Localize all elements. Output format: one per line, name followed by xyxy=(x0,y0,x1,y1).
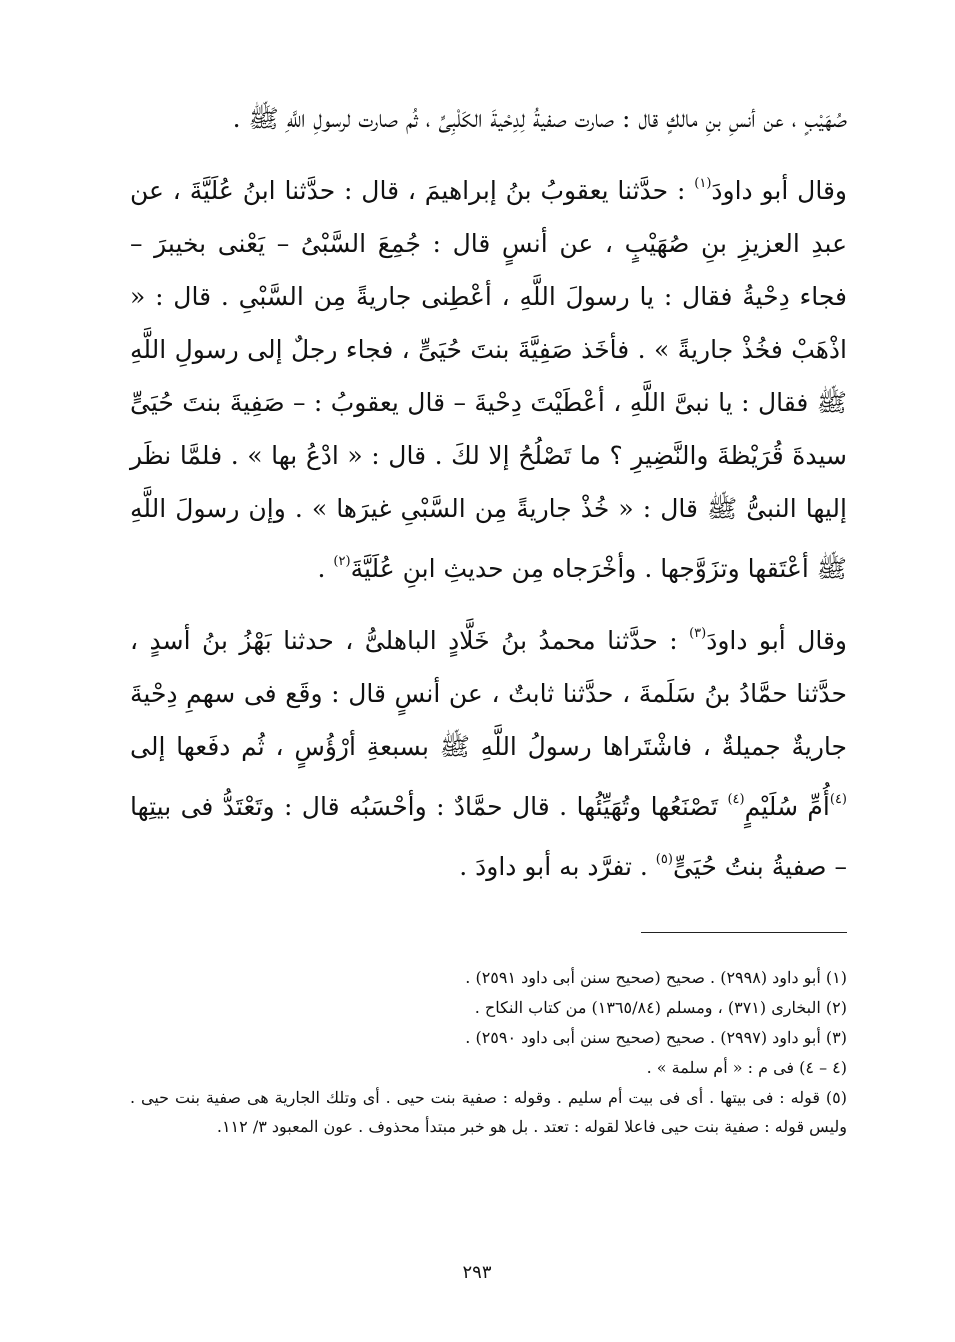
footnote-3: (٣) أبو داود (٢٩٩٧) . صحيح (صحيح سنن أبى داود ٢٥٩٠) . xyxy=(465,1028,847,1047)
paragraph-3-text-5: . تفرَّد به أبو داودَ . xyxy=(459,852,656,881)
footnote-marker-2: (٢) xyxy=(333,554,351,569)
footnote-4: (٤ – ٤) فى م : « أم سلمة » . xyxy=(646,1058,847,1077)
footnote-marker-4-close: (٤) xyxy=(727,792,745,807)
paragraph-3-text-1: وقال أبو داودَ xyxy=(706,626,847,655)
footnote-1: (١) أبو داود (٢٩٩٨) . صحيح (صحيح سنن أبى داود ٢٥٩١) . xyxy=(465,968,847,987)
footnotes xyxy=(130,963,847,1141)
page-number: ٢٩٣ xyxy=(462,1262,492,1283)
paragraph-2-text-2: : حدَّثنا يعقوبُ بنُ إبراهيمَ ، قال : حدَّثنا ابنُ عُلَيَّةَ ، عن عبدِ العزيزِ بنِ صُهَيْبٍ ، عن أنسٍ قال : جُمِعَ السَّبْىُ – يَعْنى بخيبرَ – فجاء دِحْيةُ فقال : يا رسولَ اللَّهِ ، أعْطِنى جاريةً مِن السَّبْىِ . قال : « اذْهَبْ فخُذْ جاريةً » . فأخَذ صَفِيَّةَ بنتَ حُيَىٍّ ، فجاء رجلٌ إلى رسولِ اللَّهِ ﷺ فقال : يا نبىَّ اللَّهِ ، أعْطَيْتَ دِحْيةَ – قال يعقوبُ : – صَفِيةَ بنتَ حُيَىٍّ سيدةَ قُرَيْظةَ والنَّضِيرِ ؟ ما تَصْلُحُ إلا لكَ . قال : « ادْعُ بها » . فلمَّا نظَر إليها النبىُّ ﷺ قال : « خُذْ جاريةً مِن السَّبْىِ غيرَها » . وإن رسولَ اللَّهِ ﷺ أعْتَقها وتزَوَّجها . وأخْرَجاه مِن حديثِ ابنِ عُلَيَّةَ xyxy=(130,176,847,583)
paragraph-3-text-2: : حدَّثنا محمدُ بنُ خَلَّادٍ الباهلىُّ ، حدثنا بَهْزُ بنُ أسدٍ ، حدَّثنا حمَّادُ بنُ سَلَمةَ ، حدَّثنا ثابتٌ ، عن أنسٍ قال : وقَع فى سهمِ دِحْيةَ جاريةٌ جميلةٌ ، فاشْتَراها رسولُ اللَّهِ ﷺ بسبعةِ أرْؤُسٍ ، ثُم دفَعها إلى xyxy=(130,626,847,761)
paragraph-3 xyxy=(130,607,847,893)
main-text xyxy=(130,92,847,893)
footnote-separator xyxy=(641,932,847,933)
paragraph-1 xyxy=(130,92,847,145)
paragraph-2 xyxy=(130,157,847,595)
paragraph-1-text: صُهَيْبٍ ، عن أنسِ بنِ مالكٍ قال : صارت صفيةُ لِدِحْيةَ الكَلْبِىِّ ، ثُم صارت لرسولِ اللَّهِ ﷺ . xyxy=(232,104,847,133)
footnote-marker-5: (٥) xyxy=(655,852,673,867)
footnote-5: (٥) قوله : فى بيتها . أى فى بيت أم سليم . وقوله : صفية بنت حيى . أى وتلك الجارية هى صفية بنت حيى . وليس قوله : صفية بنت حيى فاعلا لقوله : تعتد . بل هو خبر مبتدأ محذوف . عون المعبود ٣/ ١١٢. xyxy=(130,1088,847,1136)
footnote-marker-4-open: (٤) xyxy=(829,792,847,807)
paragraph-2-text-3: . xyxy=(317,554,334,583)
footnote-marker-3: (٣) xyxy=(689,626,707,641)
paragraph-3-text-4: تَصْنَعُها وتُهَيِّئُها . قال حمَّادٌ : وأحْسَبُه قال : وتَعْتَدُّ فى بيتِها – صفيةُ بنتُ حُيَىٍّ xyxy=(130,792,847,881)
footnote-2: (٢) البخارى (٣٧١) ، ومسلم (١٣٦٥/٨٤) من كتاب النكاح . xyxy=(474,998,847,1017)
footnote-marker-1: (١) xyxy=(694,176,712,191)
paragraph-2-text-1: وقال أبو داودَ xyxy=(711,176,847,205)
paragraph-3-text-3: أُمِّ سُلَيْمٍ xyxy=(744,792,830,821)
